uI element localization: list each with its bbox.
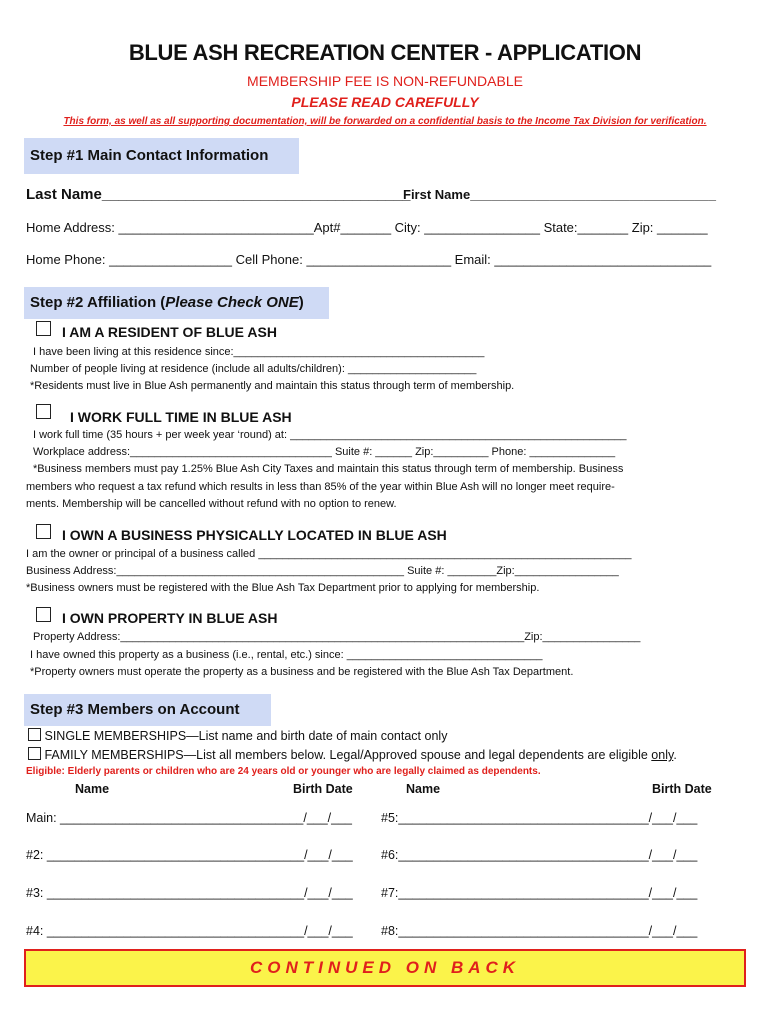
checkbox-icon[interactable] bbox=[36, 524, 51, 539]
fee-notice: MEMBERSHIP FEE IS NON-REFUNDABLE bbox=[247, 73, 523, 89]
resident-since-line[interactable]: I have been living at this residence since:_________________________________________ bbox=[33, 346, 485, 358]
checkbox-icon[interactable] bbox=[36, 321, 51, 336]
step2-heading bbox=[24, 287, 329, 319]
work-rule-line2: members who request a tax refund which results in less than 85% of the year within Blue Ash will no longer meet require- bbox=[26, 481, 615, 493]
work-rule-line3: ments. Membership will be cancelled without refund with no option to renew. bbox=[26, 498, 397, 510]
property-rule-note: *Property owners must operate the property as a business and be registered with the Blue Ash Tax Department. bbox=[30, 666, 574, 678]
property-owned-since-line[interactable]: I have owned this property as a business (i.e., rental, etc.) since: ________________________________ bbox=[30, 649, 543, 661]
continued-on-back-banner: CONTINUED ON BACK bbox=[24, 949, 746, 987]
member-row-2[interactable]: #2: _____________________________________/___/___ bbox=[26, 848, 353, 862]
step3-heading: Step #3 Members on Account bbox=[24, 694, 271, 726]
business-address-line[interactable]: Business Address:_______________________________________________ Suite #: ________Zip:_________________ bbox=[26, 565, 619, 577]
phone-email-line[interactable]: Home Phone: _________________ Cell Phone: ____________________ Email: ______________________________ bbox=[26, 252, 712, 267]
property-address-line[interactable]: Property Address:__________________________________________________________________Zip:________________ bbox=[33, 631, 641, 643]
family-label-end: . bbox=[673, 748, 677, 762]
family-membership-label: FAMILY MEMBERSHIPS—List all members below. Legal/Approved spouse and legal dependents are eligible bbox=[44, 748, 652, 762]
member-row-8[interactable]: #8:____________________________________/___/___ bbox=[381, 924, 698, 938]
step2-heading-italic: Please Check ONE bbox=[165, 294, 299, 311]
home-address-line[interactable]: Home Address: ___________________________Apt#_______ City: ________________ State:_______ Zip: _______ bbox=[26, 220, 708, 235]
birth-column-header-right: Birth Date bbox=[652, 782, 712, 796]
member-row-main[interactable]: Main: ___________________________________/___/___ bbox=[26, 811, 353, 825]
property-option-title: I OWN PROPERTY IN BLUE ASH bbox=[62, 610, 278, 626]
family-only-emphasis: only bbox=[651, 748, 674, 762]
member-row-6[interactable]: #6:____________________________________/___/___ bbox=[381, 848, 698, 862]
single-membership-option[interactable] bbox=[28, 728, 447, 743]
eligibility-note: Eligible: Elderly parents or children who are 24 years old or younger who are legally claimed as dependents. bbox=[26, 766, 541, 777]
confidential-notice: This form, as well as all supporting documentation, will be forwarded on a confidential basis to the Income Tax Division for verification. bbox=[63, 116, 707, 127]
family-membership-option[interactable] bbox=[28, 747, 677, 762]
single-membership-label: SINGLE MEMBERSHIPS—List name and birth date of main contact only bbox=[44, 729, 448, 743]
work-rule-line1: *Business members must pay 1.25% Blue Ash City Taxes and maintain this status through term of membership. Business bbox=[33, 463, 624, 475]
business-option-title: I OWN A BUSINESS PHYSICALLY LOCATED IN BLUE ASH bbox=[62, 527, 447, 543]
birth-column-header-left: Birth Date bbox=[293, 782, 353, 796]
member-row-7[interactable]: #7:____________________________________/___/___ bbox=[381, 886, 698, 900]
name-column-header-left: Name bbox=[75, 782, 110, 796]
resident-rule-note: *Residents must live in Blue Ash permanently and maintain this status through term of membership. bbox=[30, 380, 515, 392]
checkbox-icon[interactable] bbox=[36, 607, 51, 622]
member-row-3[interactable]: #3: _____________________________________/___/___ bbox=[26, 886, 353, 900]
work-checkbox[interactable] bbox=[36, 404, 51, 423]
read-carefully-notice: PLEASE READ CAREFULLY bbox=[291, 94, 479, 110]
form-title: BLUE ASH RECREATION CENTER - APPLICATION bbox=[128, 40, 642, 65]
checkbox-icon[interactable] bbox=[28, 728, 41, 741]
resident-people-line[interactable]: Number of people living at residence (include all adults/children): _____________________ bbox=[30, 363, 477, 375]
resident-checkbox[interactable] bbox=[36, 321, 51, 340]
step2-heading-text: Step #2 Affiliation ( bbox=[30, 294, 166, 311]
business-checkbox[interactable] bbox=[36, 524, 51, 543]
member-row-5[interactable]: #5:____________________________________/___/___ bbox=[381, 811, 698, 825]
last-name-field[interactable]: Last Name_____________________________________ bbox=[26, 186, 411, 203]
business-name-line[interactable]: I am the owner or principal of a business called _____________________________________________________________ bbox=[26, 548, 632, 560]
work-option-title: I WORK FULL TIME IN BLUE ASH bbox=[70, 409, 292, 425]
property-checkbox[interactable] bbox=[36, 607, 51, 626]
resident-option-title: I AM A RESIDENT OF BLUE ASH bbox=[62, 324, 277, 340]
first-name-field[interactable]: First Name__________________________________ bbox=[403, 187, 717, 202]
step1-heading: Step #1 Main Contact Information bbox=[24, 138, 299, 174]
name-column-header-right: Name bbox=[406, 782, 441, 796]
work-address-line[interactable]: Workplace address:_________________________________ Suite #: ______ Zip:_________ Phone: ______________ bbox=[33, 446, 616, 458]
checkbox-icon[interactable] bbox=[36, 404, 51, 419]
member-row-4[interactable]: #4: _____________________________________/___/___ bbox=[26, 924, 353, 938]
work-employer-line[interactable]: I work full time (35 hours + per week year ‘round) at: _______________________________________________________ bbox=[33, 429, 627, 441]
step2-heading-end: ) bbox=[298, 294, 304, 311]
business-rule-note: *Business owners must be registered with the Blue Ash Tax Department prior to applying for membership. bbox=[26, 582, 540, 594]
checkbox-icon[interactable] bbox=[28, 747, 41, 760]
